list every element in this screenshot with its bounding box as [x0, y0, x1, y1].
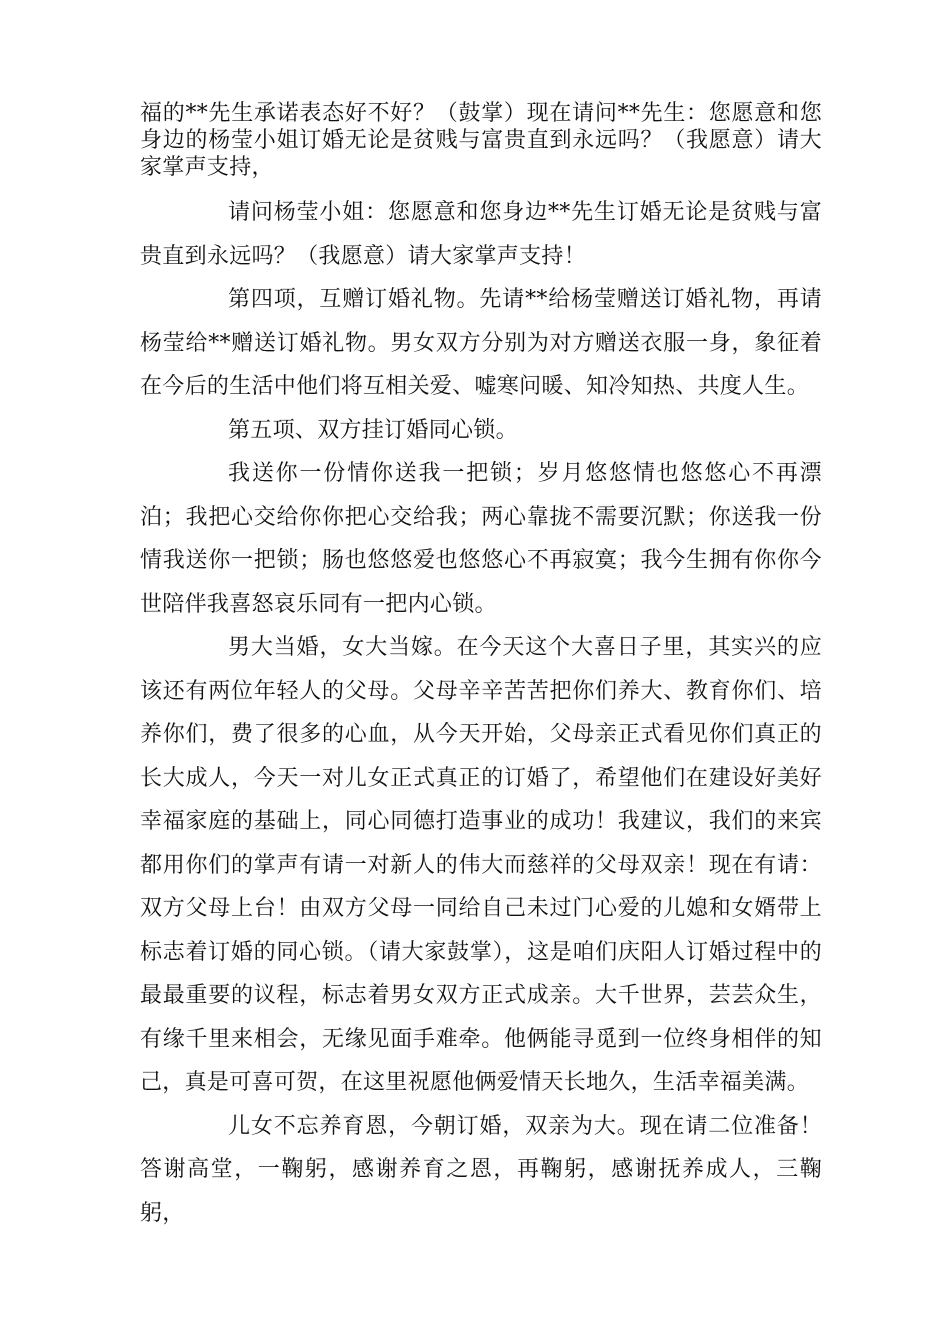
document-page [140, 100, 822, 1235]
paragraph-lock-verse: 我送你一份情你送我一把锁；岁月悠悠情也悠悠心不再漂泊；我把心交给你你把心交给我；两心靠拢不需要沉默；你送我一份情我送你一把锁；肠也悠悠爱也悠悠心不再寂寞；我今生拥有你你今世陪伴我喜怒哀乐同有一把内心锁。 [140, 461, 822, 617]
paragraph-item-four-gifts: 第四项，互赠订婚礼物。先请**给杨莹赠送订婚礼物，再请杨莹给**赠送订婚礼物。男女双方分别为对方赠送衣服一身，象征着在今后的生活中他们将互相关爱、嘘寒问暖、知冷知热、共度人生。 [140, 287, 822, 399]
paragraph-parents-speech: 男大当婚，女大当嫁。在今天这个大喜日子里，其实兴的应该还有两位年轻人的父母。父母辛辛苦苦把你们养大、教育你们、培养你们，费了很多的心血，从今天开始，父母亲正式看见你们真正的长大成人，今天一对儿女正式真正的订婚了，希望他们在建设好美好幸福家庭的基础上，同心同德打造事业的成功！我建议，我们的来宾都用你们的掌声有请一对新人的伟大而慈祥的父母双亲！现在有请：双方父母上台！由双方父母一同给自己未过门心爱的儿媳和女婿带上标志着订婚的同心锁。（请大家鼓掌），这是咱们庆阳人订婚过程中的最最重要的议程，标志着男女双方正式成亲。大千世界，芸芸众生，有缘千里来相会，无缘见面手难牵。他俩能寻觅到一位终身相伴的知己，真是可喜可贺，在这里祝愿他俩爱情天长地久，生活幸福美满。 [140, 635, 822, 1095]
paragraph-thank-parents: 儿女不忘养育恩，今朝订婚，双亲为大。现在请二位准备！答谢高堂，一鞠躬，感谢养育之恩，再鞠躬，感谢抚养成人，三鞠躬， [140, 1113, 822, 1226]
paragraph-vow-groom: 福的**先生承诺表态好不好？（鼓掌）现在请问**先生：您愿意和您身边的杨莹小姐订婚无论是贫贱与富贵直到永远吗？（我愿意）请大家掌声支持， [140, 101, 822, 180]
paragraph-vow-bride: 请问杨莹小姐：您愿意和您身边**先生订婚无论是贫贱与富贵直到永远吗？（我愿意）请大家掌声支持！ [140, 200, 822, 269]
paragraph-item-five-lock: 第五项、双方挂订婚同心锁。 [228, 417, 518, 443]
